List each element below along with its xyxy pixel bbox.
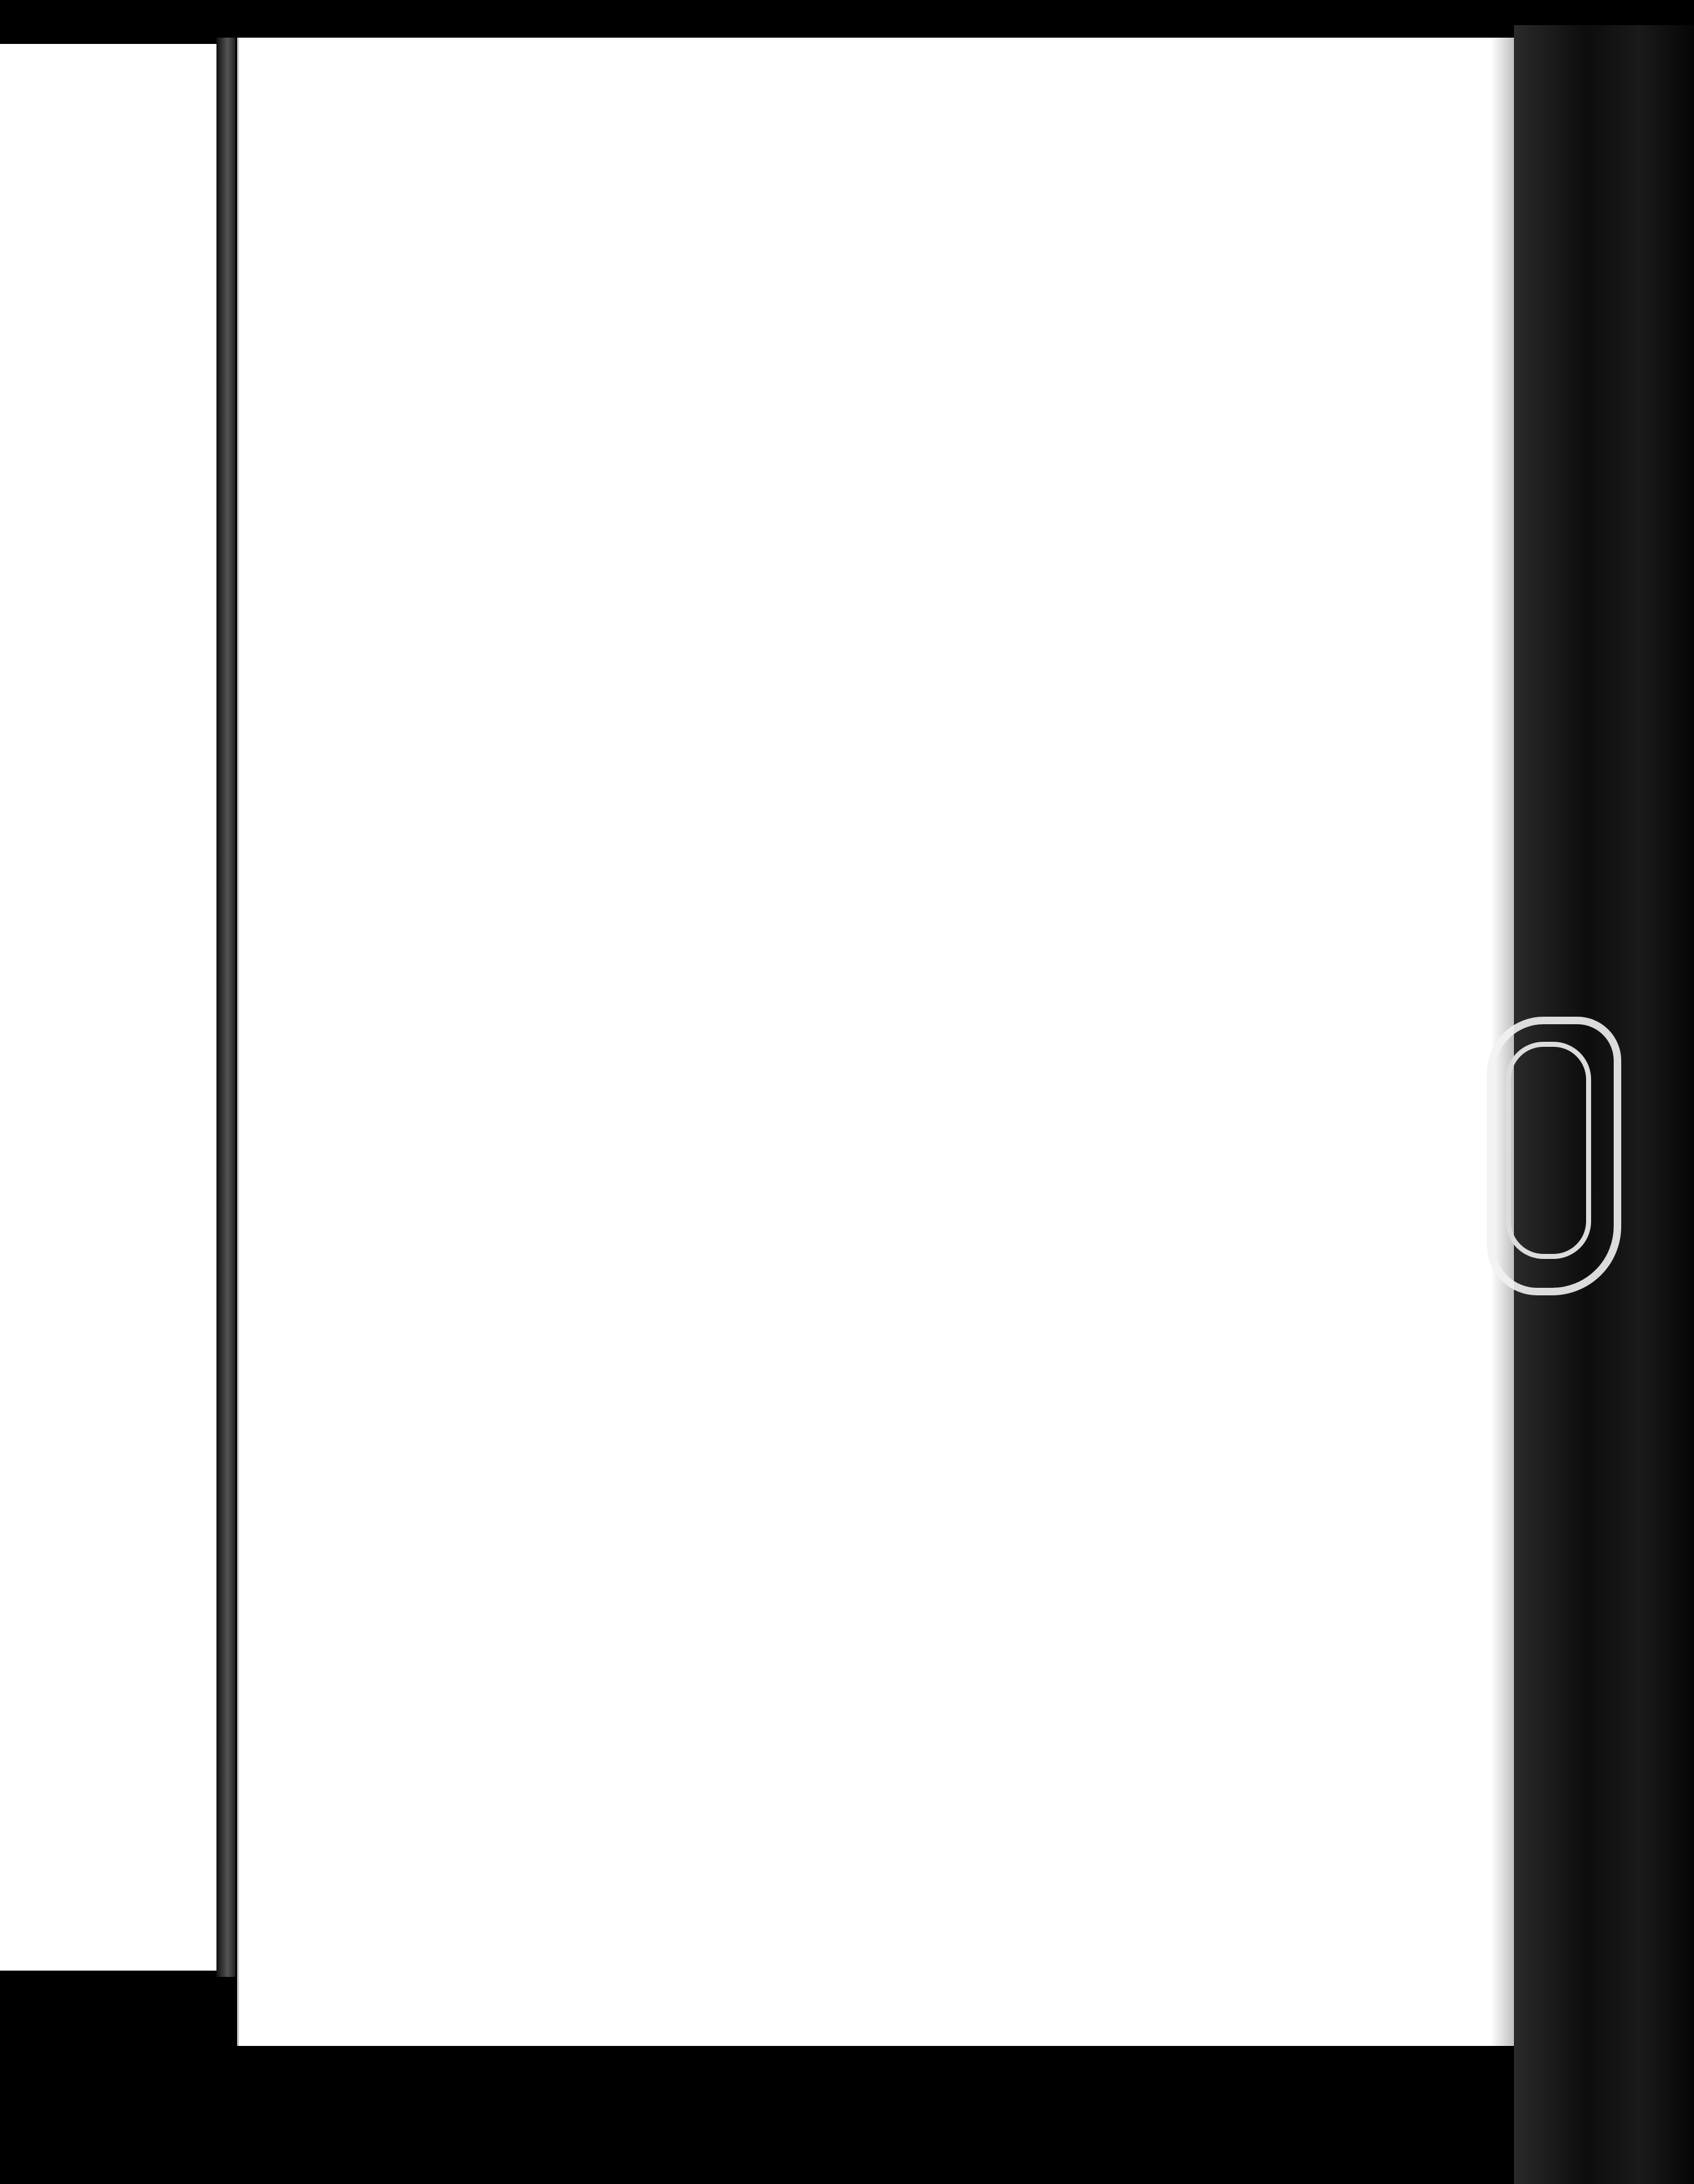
bleed-through-text: [1089, 326, 1478, 1833]
left-facing-page: [0, 44, 216, 1971]
main-page: [237, 38, 1516, 2046]
page-gutter: [216, 38, 235, 1977]
edge-stamp-mark-inner: [1506, 1042, 1591, 1259]
